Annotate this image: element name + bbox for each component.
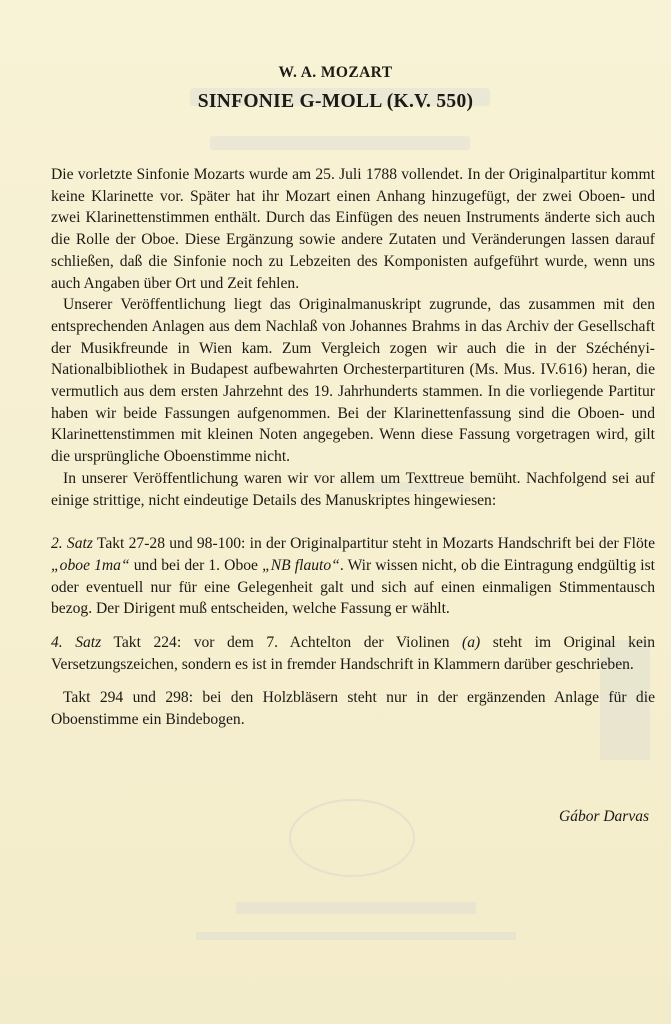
- satz-2-quote-oboe: „oboe 1ma“: [51, 556, 130, 574]
- publisher-logo-bleed-icon: [290, 800, 414, 876]
- work-title: SINFONIE G-MOLL (K.V. 550): [197, 91, 474, 112]
- preface-body: [51, 164, 655, 731]
- satz-4-label: 4. Satz: [51, 634, 102, 652]
- satz-2-quote-flauto: „NB flauto“: [262, 556, 340, 574]
- satz-2-text-c: . Wir wissen nicht, ob die Eintragung endgültig ist oder eventuell nur für eine Gelegenheit galt und sich auf einen einmaligen Stimmentausch bezog. Der Dirigent muß entscheiden, welche Fassung er wählt.: [51, 556, 655, 618]
- paragraph-satz-4: [51, 632, 655, 675]
- author-signature: Gábor Darvas: [559, 808, 649, 825]
- satz-2-label: 2. Satz: [51, 535, 93, 553]
- satz-2-text-a: Takt 27-28 und 98-100: in der Originalpartitur steht in Mozarts Handschrift bei der Flöte: [92, 535, 655, 553]
- satz-4-text-b: steht im Original kein Versetzungszeichen, sondern es ist in fremder Handschrift in Klammern darüber geschrieben.: [51, 634, 655, 673]
- document-header: [0, 64, 671, 113]
- paragraph-takt-294: Takt 294 und 298: bei den Holzbläsern steht nur in der ergänzenden Anlage für die Oboenstimme ein Bindebogen.: [51, 689, 655, 729]
- composer-name: W. A. MOZART: [278, 64, 393, 81]
- satz-2-text-b: und bei der 1. Oboe: [129, 556, 263, 574]
- paragraph-editorial: In unserer Veröffentlichung waren wir vor allem um Texttreue bemüht. Nachfolgend sei auf einige strittige, nicht eindeutige Details des Manuskriptes hingewiesen:: [51, 469, 655, 509]
- satz-4-text-a: Takt 224: vor dem 7. Achtelton der Violinen: [101, 634, 463, 652]
- satz-4-note: (a): [462, 634, 481, 652]
- paragraph-satz-2: [51, 533, 655, 620]
- paragraph-history: Die vorletzte Sinfonie Mozarts wurde am 25. Juli 1788 vollendet. In der Originalpartitur kommt keine Klarinette vor. Später hat ihr Mozart einen Anhang hinzugefügt, der zwei Oboen- und zwei Klarinettenstimmen enthält. Durch das Einfügen des neuen Instruments änderte sich auch die Rolle der Oboe. Diese Ergänzung sowie andere Zutaten und Veränderungen lassen darauf schließen, daß die Sinfonie noch zu Lebzeiten des Komponisten aufgeführt wurde, wenn uns auch Angaben über Ort und Zeit fehlen.: [51, 166, 655, 292]
- paragraph-sources: Unserer Veröffentlichung liegt das Originalmanuskript zugrunde, das zusammen mit den entsprechenden Anlagen aus dem Nachlaß von Johannes Brahms in das Archiv der Gesellschaft der Musikfreunde in Wien kam. Zum Vergleich zogen wir auch die in der Széchényi-Nationalbibliothek in Budapest aufbewahrten Orchesterpartituren (Ms. Mus. IV.616) heran, die vermutlich aus dem ersten Jahrzehnt des 19. Jahrhunderts stammen. In die vorliegende Partitur haben wir beide Fassungen aufgenommen. Bei der Klarinettenfassung sind die Oboen- und Klarinettenstimmen mit kleinen Noten angegeben. Wenn diese Fassung vorgetragen wird, gilt die ursprüngliche Oboenstimme nicht.: [51, 296, 655, 466]
